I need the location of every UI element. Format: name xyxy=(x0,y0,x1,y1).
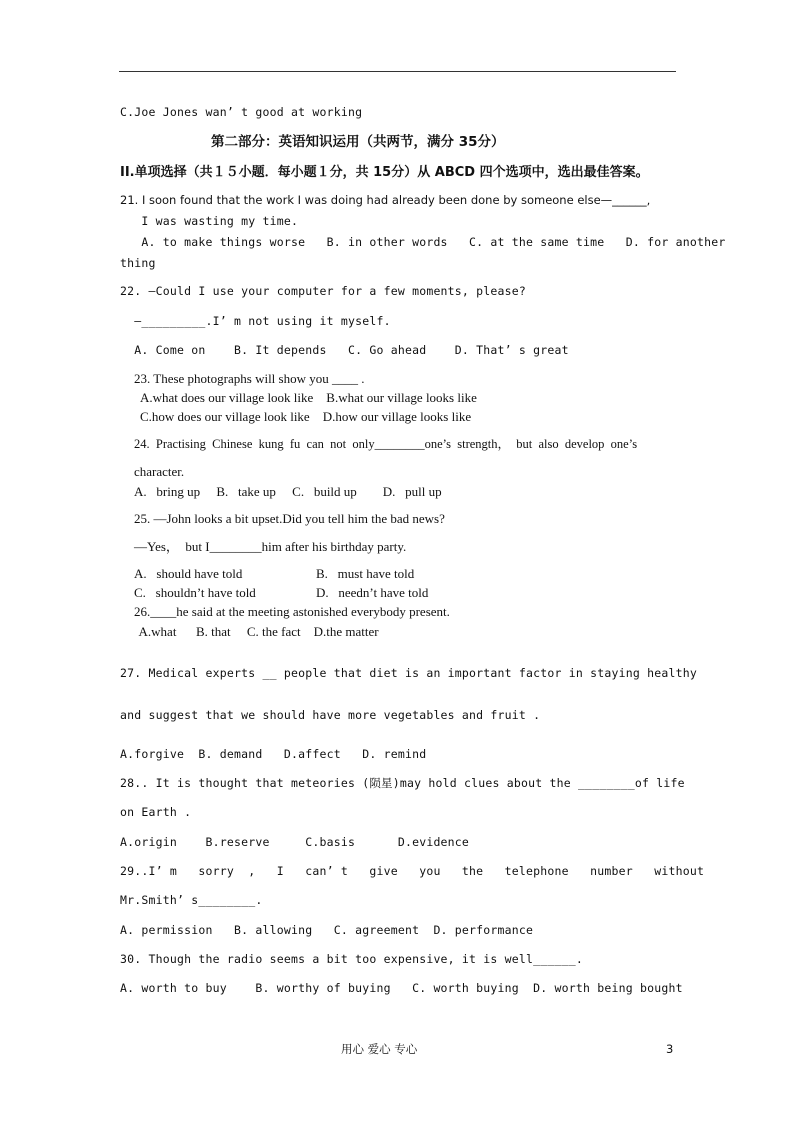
option-line-c: C.Joe Jones wan’ t good at working xyxy=(120,105,363,119)
question-30: 30. Though the radio seems a bit too expensive, it is well______. xyxy=(120,952,584,966)
question-27: 27. Medical experts __ people that diet is an important factor in staying healthy xyxy=(120,666,698,680)
question-28-options: A.origin B.reserve C.basis D.evidence xyxy=(120,835,470,849)
question-25-option-d: D. needn’t have told xyxy=(316,585,429,600)
question-27-options: A.forgive B. demand D.affect D. remind xyxy=(120,747,427,761)
question-26: 26.____he said at the meeting astonished everybody present. xyxy=(134,604,450,619)
question-24-cont: character. xyxy=(134,464,185,479)
question-29-cont: Mr.Smith’ s________. xyxy=(120,893,263,907)
question-25: 25. —John looks a bit upset.Did you tell him the bad news? xyxy=(134,511,445,526)
question-21-options: A. to make things worse B. in other words C. at the same time D. for another xyxy=(120,235,726,249)
section-title: 第二部分：英语知识运用（共两节，满分 35分） xyxy=(211,134,505,150)
question-29: 29..I’ m sorry , I can’ t give you the telephone number without xyxy=(120,864,705,878)
question-21-options-cont: thing xyxy=(120,256,156,270)
question-25-reply: —Yes， but I________him after his birthday party. xyxy=(134,539,407,554)
question-25-option-c: C. shouldn’t have told xyxy=(134,585,256,600)
question-21-cont: I was wasting my time. xyxy=(120,214,299,228)
question-23: 23. These photographs will show you ____ . xyxy=(134,371,365,386)
page-number: 3 xyxy=(666,1042,674,1056)
section-instructions: II.单项选择（共１５小题．每小题１分，共 15分）从 ABCD 四个选项中，选出最佳答案。 xyxy=(120,165,649,180)
question-22-reply: —_________.I’ m not using it myself. xyxy=(120,314,391,328)
question-27-cont: and suggest that we should have more vegetables and fruit . xyxy=(120,708,541,722)
question-29-options: A. permission B. allowing C. agreement D. performance xyxy=(120,923,534,937)
question-28: 28.. It is thought that meteories (陨星)may hold clues about the ________of life xyxy=(120,776,685,790)
question-30-options: A. worth to buy B. worthy of buying C. worth buying D. worth being bought xyxy=(120,981,683,995)
question-23-options-cd: C.how does our village look like D.how our village looks like xyxy=(140,409,472,424)
header-rule xyxy=(119,71,676,72)
question-22-options: A. Come on B. It depends C. Go ahead D. That’ s great xyxy=(120,343,569,357)
footer-motto: 用心 爱心 专心 xyxy=(341,1042,418,1056)
question-24: 24. Practising Chinese kung fu can not only________one’s strength， but also develop one’s xyxy=(134,437,638,451)
question-25-option-b: B. must have told xyxy=(316,566,415,581)
question-23-options-ab: A.what does our village look like B.what our village looks like xyxy=(140,390,477,405)
question-28-cont: on Earth . xyxy=(120,805,192,819)
question-24-options: A. bring up B. take up C. build up D. pull up xyxy=(134,484,442,499)
question-22: 22. —Could I use your computer for a few moments, please? xyxy=(120,284,527,298)
question-26-options: A.what B. that C. the fact D.the matter xyxy=(136,624,379,639)
question-21: 21. I soon found that the work I was doing had already been done by someone else—______, xyxy=(120,193,651,207)
question-25-option-a: A. should have told xyxy=(134,566,243,581)
